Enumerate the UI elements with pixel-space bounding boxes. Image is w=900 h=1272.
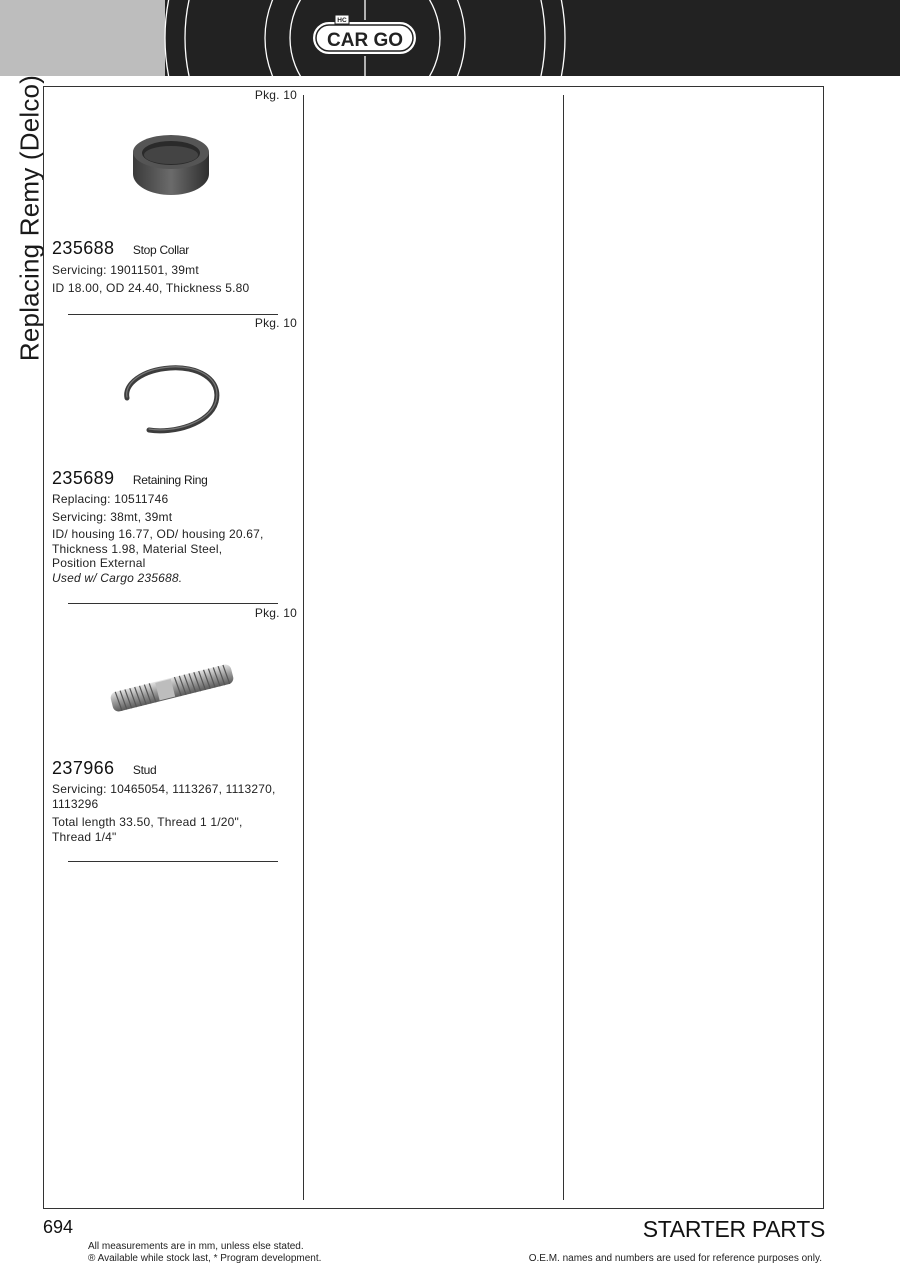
cargo-logo bbox=[0, 0, 900, 76]
servicing-text: Servicing: 10465054, 1113267, 1113270, 1113296 bbox=[52, 782, 276, 811]
pkg-label: Pkg. 10 bbox=[254, 316, 297, 330]
part-number: 235688 bbox=[52, 238, 115, 258]
page-number: 694 bbox=[43, 1217, 74, 1237]
section-title: STARTER PARTS bbox=[642, 1216, 825, 1242]
pkg-label: Pkg. 10 bbox=[254, 88, 297, 102]
product-title bbox=[52, 238, 189, 259]
servicing-line: Servicing: 19011501, 39mt bbox=[52, 263, 199, 277]
side-title: Replacing Remy (Delco) bbox=[14, 74, 45, 362]
pkg-label: Pkg. 10 bbox=[254, 606, 297, 620]
footer-note-oem: O.E.M. names and numbers are used for reference purposes only. bbox=[528, 1253, 822, 1264]
column-divider-2 bbox=[563, 95, 564, 1200]
separator bbox=[68, 603, 278, 604]
retaining-ring-image bbox=[118, 358, 224, 438]
header-band bbox=[0, 0, 900, 76]
servicing-line: Servicing: 38mt, 39mt bbox=[52, 510, 173, 524]
replacing-line: Replacing: 10511746 bbox=[52, 492, 169, 506]
part-name: Retaining Ring bbox=[132, 473, 208, 487]
stud-image bbox=[106, 656, 238, 720]
stop-collar-image bbox=[130, 130, 212, 200]
separator bbox=[68, 861, 278, 862]
footer-note-availability: ® Available while stock last, * Program development. bbox=[88, 1253, 322, 1264]
logo-text: CAR GO bbox=[327, 30, 403, 51]
part-name: Stop Collar bbox=[132, 243, 189, 257]
specs-text: Total length 33.50, Thread 1 1/20", Thread 1/4" bbox=[52, 815, 243, 844]
product-card-237966 bbox=[52, 606, 297, 866]
part-number: 235689 bbox=[52, 468, 115, 488]
usage-note: Used w/ Cargo 235688. bbox=[52, 571, 183, 585]
part-number: 237966 bbox=[52, 758, 115, 778]
product-title bbox=[52, 758, 156, 779]
product-title bbox=[52, 468, 207, 489]
dimensions-line: ID 18.00, OD 24.40, Thickness 5.80 bbox=[52, 281, 250, 295]
specs-text: ID/ housing 16.77, OD/ housing 20.67, Thickness 1.98, Material Steel, Position External bbox=[52, 527, 264, 570]
part-name: Stud bbox=[132, 763, 157, 777]
footer-note-measurements: All measurements are in mm, unless else stated. bbox=[88, 1241, 304, 1252]
product-card-235688 bbox=[52, 88, 297, 318]
column-divider-1 bbox=[303, 95, 304, 1200]
separator bbox=[68, 314, 278, 315]
logo-small-text: HC bbox=[337, 17, 347, 24]
product-card-235689 bbox=[52, 316, 297, 606]
